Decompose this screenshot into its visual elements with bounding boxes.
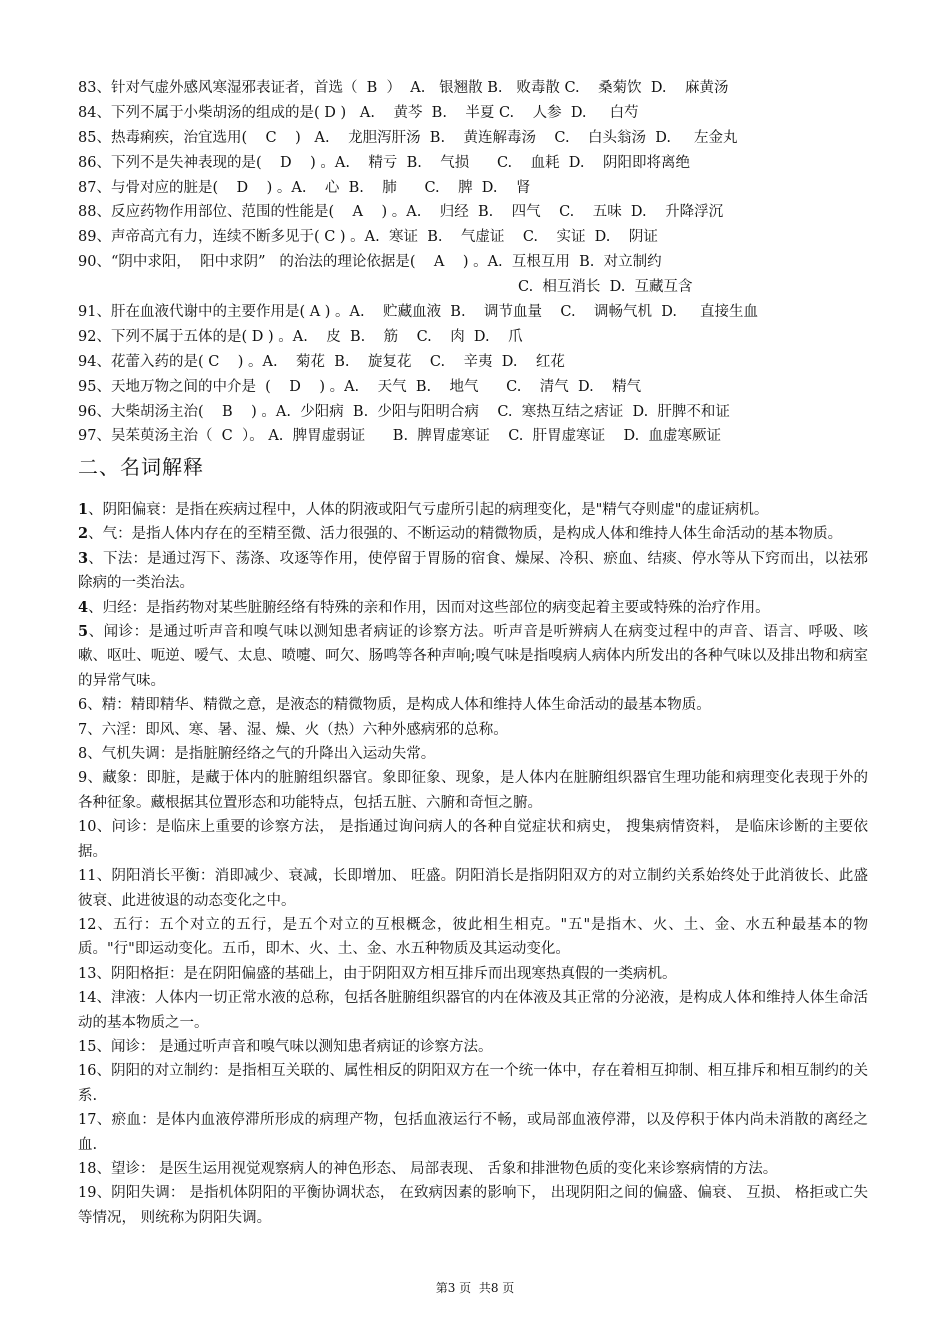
definition-text: 16、阴阳的对立制约：是指相互关联的、属性相反的阴阳双方在一个统一体中，存在着相互抑制、相互排斥和相互制约的关系.	[78, 1063, 868, 1104]
question-line: 86、下列不是失神表现的是( D ) 。A. 精亏 B. 气损 C. 血耗 D. 阴阳即将离绝	[78, 154, 690, 171]
question-line: 90、“阴中求阳， 阳中求阴” 的治法的理论依据是( A ) 。A. 互根互用 B. 对立制约	[78, 254, 662, 271]
question-line: 95、天地万物之间的中介是 ( D ) 。A. 天气 B. 地气 C. 清气 D. 精气	[78, 378, 642, 395]
definition-item	[78, 815, 868, 864]
question-line: 84、下列不属于小柴胡汤的组成的是( D ) A. 黄芩 B. 半夏 C. 人参 D. 白芍	[78, 104, 639, 121]
definition-text: 、下法：是通过泻下、荡涤、攻逐等作用，使停留于胃肠的宿食、燥屎、冷积、瘀血、结痰、停水等从下窍而出，以祛邪除病的一类治法。	[78, 550, 868, 592]
definition-text: 9、藏象：即脏，是藏于体内的脏腑组织器官。象即征象、现象，是人体内在脏腑组织器官生理功能和病理变化表现于外的各种征象。藏根据其位置形态和功能特点，包括五脏、六腑和奇恒之腑。	[78, 770, 868, 811]
definition-number: 4	[78, 598, 89, 616]
definition-number: 2	[78, 525, 89, 543]
question-line: 87、与骨对应的脏是( D ) 。A. 心 B. 肺 C. 脾 D. 肾	[78, 179, 531, 196]
page-footer: 第3 页 共8 页	[435, 1281, 515, 1295]
definition-item	[78, 596, 868, 620]
definition-text: 15、闻诊： 是通过听声音和嗅气味以测知患者病证的诊察方法。	[78, 1038, 493, 1055]
definition-number: 5	[78, 623, 89, 641]
multiple-choice-list	[78, 76, 878, 449]
definition-item	[78, 522, 868, 546]
definition-item	[78, 620, 868, 693]
definition-item	[78, 864, 868, 913]
definition-item	[78, 1108, 868, 1157]
question-line: 94、花蕾入药的是( C ) 。A. 菊花 B. 旋复花 C. 辛夷 D. 红花	[78, 353, 565, 370]
question-line: 92、下列不属于五体的是( D ) 。A. 皮 B. 筋 C. 肉 D. 爪	[78, 328, 523, 345]
definition-text: 19、阴阳失调： 是指机体阴阳的平衡协调状态， 在致病因素的影响下， 出现阴阳之间的偏盛、偏衰、 互损、 格拒或亡失等情况， 则统称为阴阳失调。	[78, 1185, 868, 1226]
definition-text: 12、五行：五个对立的五行，是五个对立的互根概念，彼此相生相克。"五"是指木、火、土、金、水五种最基本的物质。"行"即运动变化。五币，即木、火、土、金、水五种物质及其运动变化。	[78, 916, 868, 958]
definition-number: 3	[78, 549, 89, 567]
definition-text: 10、问诊：是临床上重要的诊察方法， 是指通过询问病人的各种自觉症状和病史， 搜集病情资料， 是临床诊断的主要依据。	[78, 819, 868, 860]
definition-item	[78, 718, 868, 742]
definition-item	[78, 986, 868, 1035]
definition-item	[78, 766, 868, 815]
definition-item	[78, 1035, 868, 1059]
question-line: 85、热毒痢疾，治宜选用( C ) A. 龙胆泻肝汤 B. 黄连解毒汤 C. 白头翁汤 D. 左金丸	[78, 129, 738, 146]
definition-text: 17、瘀血：是体内血液停滞所形成的病理产物，包括血液运行不畅，或局部血液停滞，以及停积于体内尚未消散的离经之血.	[78, 1112, 868, 1153]
definition-text: 、阴阳偏衰：是指在疾病过程中，人体的阴液或阳气亏虚所引起的病理变化，是"精气夺则虚"的虚证病机。	[88, 502, 769, 518]
definition-text: 13、阴阳格拒：是在阴阳偏盛的基础上，由于阴阳双方相互排斥而出现寒热真假的一类病机。	[78, 965, 677, 982]
definition-text: 18、望诊： 是医生运用视觉观察病人的神色形态、 局部表现、 舌象和排泄物色质的变化来诊察病情的方法。	[78, 1160, 778, 1177]
definition-text: 14、津液：人体内一切正常水液的总称，包括各脏腑组织器官的内在体液及其正常的分泌液，是构成人体和维持人体生命活动的基本物质之一。	[78, 990, 868, 1031]
definitions-list	[78, 498, 868, 1230]
definition-number: 1	[78, 501, 89, 518]
definition-text: 8、气机失调：是指脏腑经络之气的升降出入运动失常。	[78, 746, 436, 763]
definition-text: 、归经：是指药物对某些脏腑经络有特殊的亲和作用，因而对这些部位的病变起着主要或特殊的治疗作用。	[88, 599, 770, 616]
section-heading: 二、名词解释	[78, 455, 204, 479]
definition-text: 、闻诊：是通过听声音和嗅气味以测知患者病证的诊察方法。听声音是听辨病人在病变过程中的声音、语言、呼吸、咳嗽、呕吐、呃逆、嗳气、太息、喷嚏、呵欠、肠鸣等各种声响;嗅气味是指嗅病人病体内所发出的各种气味以及排出物和病室的异常气味。	[78, 624, 868, 689]
definition-item	[78, 1059, 868, 1108]
definition-text: 6、精：精即精华、精微之意，是液态的精微物质，是构成人体和维持人体生命活动的最基本物质。	[78, 697, 711, 714]
definition-text: 、气：是指人体内存在的至精至微、活力很强的、不断运动的精微物质，是构成人体和维持人体生命活动的基本物质。	[88, 526, 843, 543]
definition-item	[78, 1181, 868, 1230]
definition-item	[78, 1157, 868, 1181]
question-line: 96、大柴胡汤主治( B ) 。A. 少阳病 B. 少阳与阳明合病 C. 寒热互结之痞证 D. 肝脾不和证	[78, 403, 730, 420]
definition-text: 11、阴阳消长平衡：消即减少、衰减，长即增加、 旺盛。阴阳消长是指阴阳双方的对立制约关系始终处于此消彼长、此盛彼衰、此进彼退的动态变化之中。	[78, 868, 868, 909]
question-line: 97、吴茱萸汤主治（ C ）。 A. 脾胃虚弱证 B. 脾胃虚寒证 C. 肝胃虚寒证 D. 血虚寒厥证	[78, 428, 721, 445]
question-line: 88、反应药物作用部位、范围的性能是( A ) 。A. 归经 B. 四气 C. 五味 D. 升降浮沉	[78, 204, 724, 221]
definition-item	[78, 913, 868, 962]
question-line: 89、声帝高亢有力，连续不断多见于( C ) 。A. 寒证 B. 气虚证 C. 实证 D. 阴证	[78, 229, 658, 246]
definition-item	[78, 498, 868, 522]
question-line: 91、肝在血液代谢中的主要作用是( A ) 。A. 贮藏血液 B. 调节血量 C. 调畅气机 D. 直接生血	[78, 304, 759, 321]
definition-text: 7、六淫：即风、寒、暑、湿、燥、火（热）六种外感病邪的总称。	[78, 721, 508, 738]
definition-item	[78, 962, 868, 986]
definition-item	[78, 742, 868, 766]
definition-item	[78, 693, 868, 717]
definition-item	[78, 547, 868, 596]
question-continuation-line: C. 相互消长 D. 互藏互含	[518, 279, 693, 296]
question-line: 83、针对气虚外感风寒湿邪表证者，首选（ B ） A. 银翘散 B. 败毒散 C. 桑菊饮 D. 麻黄汤	[78, 80, 729, 96]
